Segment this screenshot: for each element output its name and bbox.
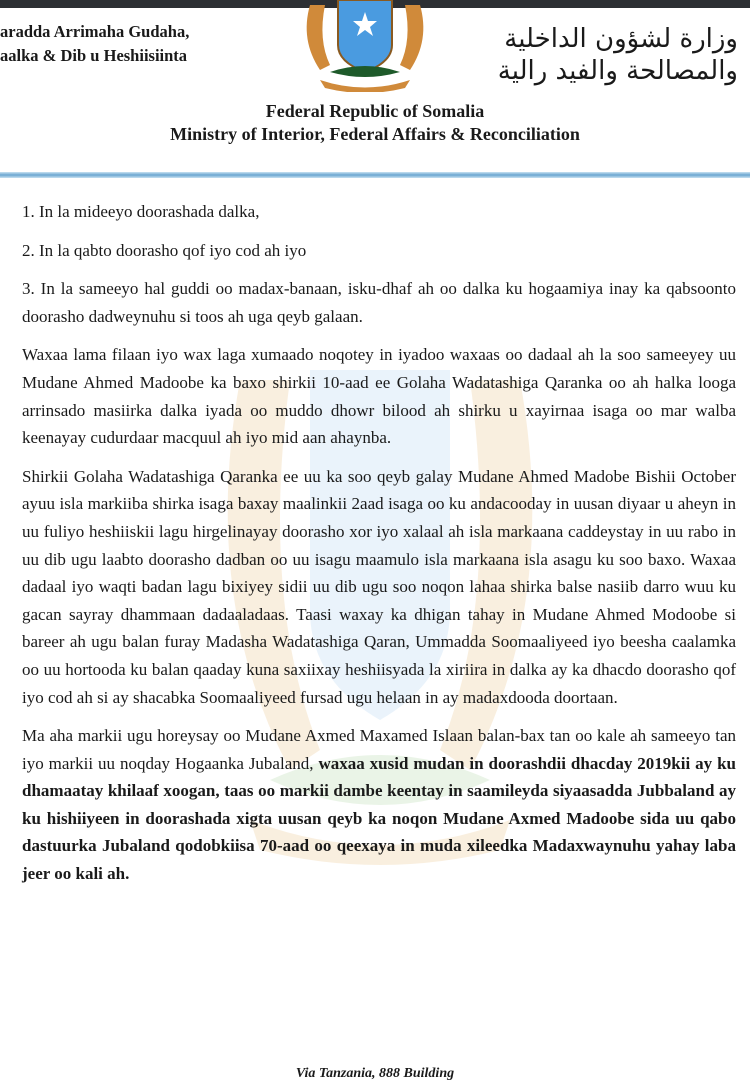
letterhead-ministry: Ministry of Interior, Federal Affairs & Reconciliation [170, 124, 580, 144]
list-item-1: 1. In la mideeyo doorashada dalka, [22, 202, 260, 221]
paragraph-3-bold-text: waxaa xusid mudan in doorashdii dhacday 2019kii ay ku dhamaatay khilaaf xoogan, taas oo markii dambe keentay in saamileyda siyaasadda Jubbaland ay ku hishiiyeen in doorashada xigta uusan qeyb ka noqon Mudane Axmed Madoobe sida uu qabo dastuurka Jubaland qodobkiisa 70-aad oo qeexaya in muda xileedka Madaxwaynuhu yahay laba jeer oo kali ah. [22, 753, 736, 884]
arabic-ministry-name-line1: وزارة لشؤون الداخلية [504, 24, 738, 54]
header-divider [0, 172, 750, 178]
arabic-ministry-name-line2: والمصالحة والفيد رالية [497, 56, 738, 86]
somalia-coat-of-arms-emblem [290, 0, 440, 92]
letterhead-country: Federal Republic of Somalia [265, 101, 485, 121]
list-item-2: 2. In la qabto doorasho qof iyo cod ah iyo [22, 240, 307, 260]
somali-ministry-name-line2: aalka & Dib u Heshiisiinta [0, 46, 188, 65]
paragraph-3 [22, 722, 736, 888]
list-item-3: 3. In la sameeyo hal guddi oo madax-banaan, isku-dhaf ah oo dalka ku hogaamiya inay ka qabsoonto doorasho dadweynuhu si toos ah uga qeyb galaan. [22, 279, 736, 326]
somali-ministry-name-line1: aradda Arrimaha Gudaha, [0, 22, 190, 41]
paragraph-1: Waxaa lama filaan iyo wax laga xumaado noqotey in iyadoo waxaas oo dadaal ah la soo sameeyey uu Mudane Ahmed Madoobe ka baxo shirkii 10-aad ee Golaha Wadatashiga Qaranka oo ah halka looga arrinsado masiirka dalka iyada oo muddo dhowr bilood ah shirku u xayirnaa isaga oo mar walba keenayay cudurdaar macquul ah iyo mid aan ahaynba. [22, 345, 736, 448]
paragraph-3-text: Ma aha markii ugu horeysay oo Mudane Axmed Maxamed Islaan balan-bax tan oo kale ah sameeyo tan iyo markii uu noqday Hogaanka Jubaland, [22, 726, 736, 773]
paragraph-2: Shirkii Golaha Wadatashiga Qaranka ee uu ka soo qeyb galay Mudane Ahmed Madobe Bishii October ayuu isla markiiba shirka isaga baxay maalinkii 2aad isaga oo ku andacooday in uusan diyaar u aheyn in uu fuliyo heshiiskii lagu hirgelinayay doorasho xor iyo xalaal ah isla markaana caddeystay in uu rabo in uu dib ugu laabto doorasho dadban oo uu isagu maamulo isla markaana isla asagu ku soo baxo. Waxaa dadaal iyo waqti badan lagu bixiyey sidii uu dib ugu soo noqon lahaa shirka balse nasiib darro wuu ku gacan sayray dhammaan dadaaladaas. Taasi waxay ka dhigan tahay in Mudane Ahmed Modoobe si bareer ah ugu balan furay Madasha Wadatashiga Qaran, Ummadda Soomaaliyeed iyo beesha caalamka oo uu hortooda ku balan qaaday kuna saxiixay heshiisyada la xiriira in dalka ay ka dhacdo doorasho qof iyo cod ah si ay shacabka Soomaaliyeed fursad ugu helaan in ay madaxdooda doortaan. [22, 466, 736, 707]
footer-address: Via Tanzania, 888 Building [295, 1066, 455, 1081]
letter-body [22, 198, 736, 899]
